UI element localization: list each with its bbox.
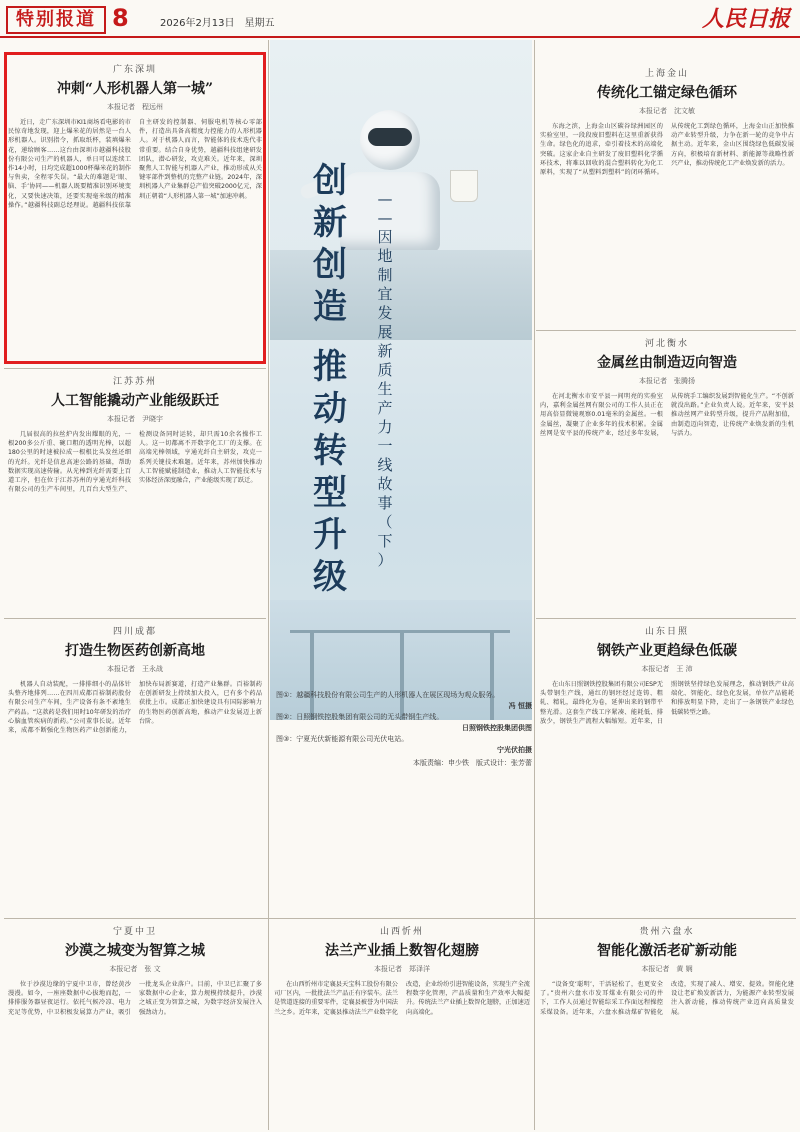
row-divider [4,918,796,919]
row-divider [4,618,266,619]
title-char: 创 [313,161,347,201]
title-char: 转 [313,431,347,471]
article-liupanshui[interactable] [540,924,794,1128]
article-reporter: 本报记者 黄 娴 [641,965,693,973]
article-region: 河北衡水 [644,339,689,349]
article-reporter: 本报记者 王 沛 [641,665,693,673]
article-body: 近日，走广东深圳市KI1商场看电影的市民惊奇地发现，迎上爆米花的居然是一台人形机器人。识别指令，抓取纸杯，装填爆米花，递给顾客……这台由深圳市越疆科技股份有限公司生产的机器人，单日可以连续工作14小时，日均完成超1000杯爆米花的制作与售卖，全程零失误。“最大的难题是‘眼、脑、手’协同——机器人既要精准识别环境变化，又要快速决策，还要实现毫米级的精准操作。”越疆科技副总经理说。越疆科技依靠自主研发的控制器、伺服电机等核心零部件，打造出具备高精度力控能力的人形机器人。对于机器人而言，智能体的技术迭代非常重要。结合自身优势，越疆科技组建研发团队，潜心研发，攻克难关。近年来，深圳聚焦人工智能与机器人产业，推动形成从关键零部件到整机的完整产业链。2024年，深圳机器人产业集群总产值突破2000亿元，深圳正朝着“人形机器人第一城”加速冲刺。 [8,119,262,209]
subtitle-char: 新 [377,342,393,360]
article-headline: 打造生物医药创新高地 [65,643,205,659]
masthead [0,0,800,36]
subtitle-char: （ [377,513,393,531]
title-char: 级 [313,557,347,597]
column-divider [534,40,535,1130]
section-tag: 特别报道 [6,6,106,34]
article-headline: 传统化工锚定绿色循环 [597,85,737,101]
article-region: 广东深圳 [112,65,157,75]
newspaper-logo: 人民日报 [701,6,790,32]
page-number: 8 [112,4,129,32]
article-headline: 金属丝由制造迈向智造 [597,355,737,371]
caption-2-credit: 日照钢铁控股集团供图 [462,724,532,732]
feature-title [300,160,360,598]
subtitle-char: 因 [377,228,393,246]
article-suzhou[interactable] [8,374,262,612]
subtitle-char: 制 [377,266,393,284]
title-char: 新 [313,203,347,243]
article-region: 四川成都 [112,627,157,637]
column-divider [268,40,269,1130]
article-body: 在山东日照钢铁控股集团有限公司ESP无头带钢生产线，通红的钢坯经过连铸、粗轧、精轧，最终化为卷，延伸出来的钢带平整光滑。这套生产线工序紧凑、能耗低、排放少，钢铁生产流程大幅缩短。近年来，日照钢铁坚持绿色发展理念，推动钢铁产业高端化、智能化、绿色化发展，单位产品能耗和排放明显下降，走出了一条钢铁产业绿色低碳转型之路。 [540,681,794,725]
photo-captions [276,690,532,769]
article-body: “设备变‘聪明’，干活轻松了，也更安全了。”贵州六盘水市发耳煤业有限公司的井下，工作人员通过智能综采工作面远程操控采煤设备。近年来，六盘水推动煤矿智能化改造，实现了减人、增安、提效。智能化建设让老矿焕发新活力，为能源产业转型发展注入新动能，推动传统产业迈向高质量发展。 [540,981,794,1016]
title-char: 升 [313,515,347,555]
article-zhongwei[interactable] [8,924,262,1128]
subtitle-char: 产 [377,399,393,417]
row-divider [536,330,796,331]
row-divider [536,618,796,619]
caption-1-credit: 冯 恒摄 [508,702,532,710]
subtitle-char: ） [377,551,393,569]
article-region: 贵州六盘水 [639,927,695,937]
robot-visor-shape [368,128,412,146]
subtitle-char: 宜 [377,285,393,303]
article-region: 山东日照 [644,627,689,637]
article-reporter: 本报记者 沈文敏 [639,107,695,115]
subtitle-char: 事 [377,494,393,512]
caption-2: 图②：日照钢铁控股集团有限公司的无头带钢生产线。 [276,713,444,721]
article-reporter: 本报记者 程远州 [107,103,163,111]
article-headline: 法兰产业插上数智化翅膀 [325,943,479,959]
subtitle-char: 故 [377,475,393,493]
issue-date: 2026年2月13日 星期五 [160,18,275,29]
subtitle-char: 地 [377,247,393,265]
article-headline: 人工智能撬动产业能级跃迁 [51,393,219,409]
article-rizhao[interactable] [540,624,794,912]
subtitle-char: — [377,190,393,208]
article-reporter: 本报记者 张腾扬 [639,377,695,385]
subtitle-char: 发 [377,304,393,322]
title-char: 型 [313,473,347,513]
row-divider [4,368,266,369]
caption-1: 图①：越疆科技股份有限公司生产的人形机器人在展区现场为观众服务。 [276,691,500,699]
subtitle-char: 质 [377,361,393,379]
title-char: 造 [313,287,347,327]
highlight-frame [4,52,266,364]
article-reporter: 本报记者 王永战 [107,665,163,673]
title-char: 推 [313,347,347,387]
article-region: 山西忻州 [379,927,424,937]
article-region: 宁夏中卫 [112,927,157,937]
masthead-rule [0,36,800,38]
article-headline: 沙漠之城变为智算之城 [65,943,205,959]
subtitle-char: 展 [377,323,393,341]
article-body: 在山西忻州市定襄县天宝科工股份有限公司厂区内，一批批法兰产品正有序装车。法兰是管道连接的重要零件，定襄县被誉为中国法兰之乡。近年来，定襄县推动法兰产业数字化改造，企业纷纷引进智能设备，实现生产全流程数字化管理，产品质量和生产效率大幅提升。传统法兰产业插上数智化翅膀，正加速迈向高端化。 [274,981,530,1016]
article-region: 上海金山 [644,69,689,79]
feature-subtitle [374,190,396,570]
article-chengdu[interactable] [8,624,262,912]
subtitle-char: 生 [377,380,393,398]
article-body: 在河北衡水市安平县一间明亮的实验室内，嘉利金属丝网有限公司的工作人员正在用高倍显微镜观察0.01毫米的金属丝。一根金属丝，凝聚了企业多年的技术积累。金属丝网是安平县的传统产业，经过多年发展，从传统手工编织发展到智能化生产。“不创新就没出路。”企业负责人说。近年来，安平县推动丝网产业转型升级，提升产品附加值，由制造迈向智造，让传统产业焕发新的生机与活力。 [540,393,794,437]
subtitle-char: 下 [377,532,393,550]
article-body: 机器人自动装配，一排排细小的晶体针头整齐地排列……在四川成都百裕制药股份有限公司生产车间，生产设备有条不紊地生产药品。“这款药是我们用时10年研发的治疗心脑血管疾病的新药。”公司董事长说。近年来，成都不断强化生物医药产业创新能力，加快布局新赛道，打造产业集群。百裕制药在创新研发上持续加大投入，已有多个药品获批上市。成都正加快建设具有国际影响力的生物医药创新高地，推动产业发展迈上新台阶。 [8,681,262,735]
article-headline: 钢铁产业更趋绿色低碳 [597,643,737,659]
page-byline: 本版责编：申少铁 版式设计：张芳蕾 [413,759,532,767]
article-reporter: 本报记者 张 文 [109,965,161,973]
article-reporter: 本报记者 郑泽洋 [374,965,430,973]
subtitle-char: 线 [377,456,393,474]
title-char: 创 [313,245,347,285]
article-body: 东海之滨，上海金山区碳谷绿洲园区的实验室里，一段段废旧塑料在这里重新获得生命。绿色化的追求，牵引着技术的高端化突破。这家企业自主研发了废旧塑料化学循环技术，将难以回收的混合塑料转化为化工原料，实现了“从塑料到塑料”的闭环循环。从传统化工到绿色循环，上海金山正加快推动产业转型升级，力争在新一轮的竞争中占据主动。近年来，金山区围绕绿色低碳发展方向，积极培育新材料、新能源等战略性新兴产业，推动传统化工产业焕发新的活力。 [540,123,794,177]
article-reporter: 本报记者 尹晓宇 [107,415,163,423]
article-shanghai[interactable] [540,66,794,324]
article-body: 几届很高的拉丝炉内发出耀眼的光，一根200多公斤重、碗口粗的透明光棒，以超180公里的时速被拉成一根根比头发丝还细的光纤。光纤是信息高速公路的基础，帮助数据实现高速传输。从光棒到光纤需要上百道工序，但在位于江苏苏州的亨通光纤科技有限公司的生产车间里，几百台大型生产、检测设备同时运转，却只需10余名操作工人。这一切都离不开数字化工厂的支撑。在高端光棒领域，亨通光纤自主研发，攻克一系列关键技术难题。近年来，苏州加快推动人工智能赋能制造业，推动人工智能技术与实体经济深度融合，产业能级实现了跃迁。 [8,431,262,494]
article-xinzhou[interactable] [274,924,530,1128]
article-headline: 智能化激活老矿新动能 [597,943,737,959]
caption-3-credit: 宁光伏拍摄 [497,746,532,754]
subtitle-char: 力 [377,418,393,436]
article-headline: 冲刺“人形机器人第一城” [56,81,214,97]
popcorn-cup-shape [450,170,478,202]
subtitle-char: — [377,209,393,227]
subtitle-char: 一 [377,437,393,455]
article-region: 江苏苏州 [112,377,157,387]
article-body: 位于沙漠边缘的宁夏中卫市，曾经黄沙漫漫。如今，一座座数据中心拔地而起，一排排服务器昼夜运行。依托气候冷凉、电力充足等优势，中卫积极发展算力产业，吸引一批龙头企业落户。目前，中卫已汇聚了多家数据中心企业，算力规模持续提升，沙漠之城正变为智算之城，为数字经济发展注入强劲动力。 [8,981,262,1016]
caption-3: 图③：宁夏光伏新能源有限公司光伏电站。 [276,735,409,743]
title-char: 动 [313,389,347,429]
article-hengshui[interactable] [540,336,794,612]
